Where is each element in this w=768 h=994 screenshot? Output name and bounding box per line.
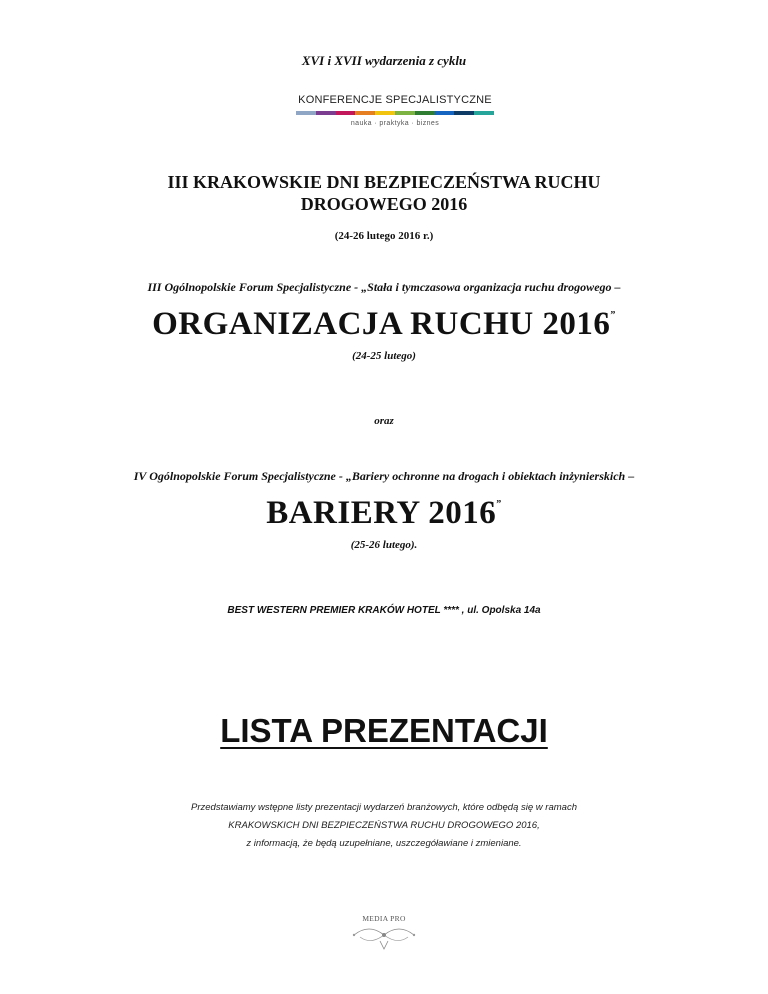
intro-text: XVI i XVII wydarzenia z cyklu [301,53,467,68]
logo-bar-segment [415,111,435,115]
logo-title: KONFERENCJE SPECJALISTYCZNE [298,94,492,106]
logo-bar-segment [296,111,316,115]
forum1-title-text: ORGANIZACJA RUCHU 2016 [152,306,611,342]
forum2-subtitle: IV Ogólnopolskie Forum Specjalistyczne - „Bariery ochronne na drogach i obiektach inżynierskich – [133,469,635,483]
lista-prezentacji-heading [0,712,768,750]
oraz-text: oraz [374,415,394,427]
forum2-title-text: BARIERY 2016 [266,495,497,531]
main-title [0,171,768,215]
forum2-quote-mark: ” [496,499,502,510]
description-line-3: z informacją, że będą uzupełniane, uszczegóławiane i zmieniane. [246,838,522,849]
description-line-2: KRAKOWSKICH DNI BEZPIECZEŃSTWA RUCHU DROGOWEGO 2016, [228,820,540,831]
forum2-date: (25-26 lutego). [350,539,418,551]
logo-color-bar [296,111,494,115]
forum2-title [0,495,768,532]
main-title-line2: DROGOWEGO 2016 [300,194,468,214]
main-date: (24-26 lutego 2016 r.) [334,230,434,242]
forum1-quote-mark: ” [610,310,616,321]
logo-bar-segment [474,111,494,115]
media-pro-logo-name: MEDIA PRO [362,914,406,923]
description-line-1: Przedstawiamy wstępne listy prezentacji wydarzeń branżowych, które odbędą się w ramach [191,802,577,813]
logo-bar-segment [336,111,356,115]
konferencje-logo [296,94,494,127]
logo-bar-segment [355,111,375,115]
logo-tagline: nauka · praktyka · biznes [350,120,440,127]
forum1-subtitle: III Ogólnopolskie Forum Specjalistyczne - „Stała i tymczasowa organizacja ruchu drogowego – [147,280,621,294]
ornament-icon [346,923,422,951]
main-title-line1: III KRAKOWSKIE DNI BEZPIECZEŃSTWA RUCHU [167,172,601,192]
description [0,799,768,853]
media-pro-logo [346,914,422,956]
logo-bar-segment [316,111,336,115]
logo-bar-segment [395,111,415,115]
lista-prezentacji-text: LISTA PREZENTACJI [220,712,548,749]
venue-text: BEST WESTERN PREMIER KRAKÓW HOTEL **** , ul. Opolska 14a [227,605,541,616]
logo-bar-segment [435,111,455,115]
forum1-date: (24-25 lutego) [352,350,416,362]
logo-bar-segment [454,111,474,115]
logo-bar-segment [375,111,395,115]
forum1-title [0,306,768,343]
